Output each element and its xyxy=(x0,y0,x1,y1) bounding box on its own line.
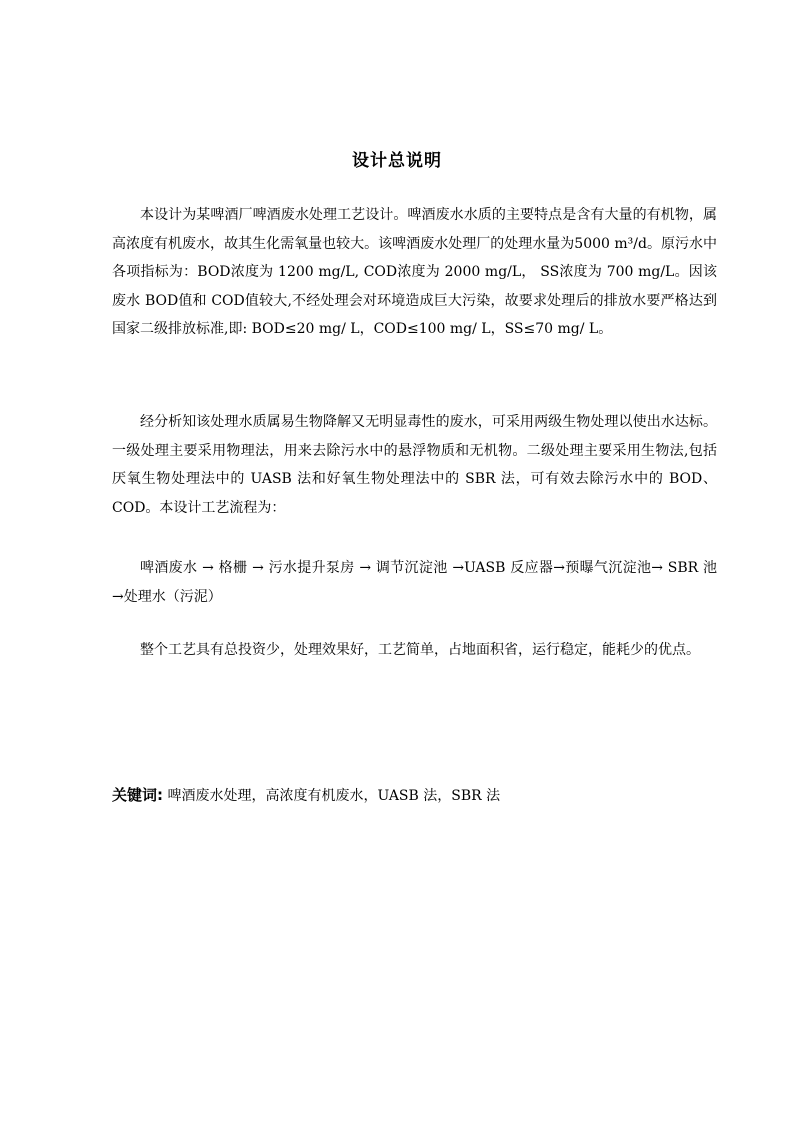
paragraph-design-overview: 本设计为某啤酒厂啤酒废水处理工艺设计。啤酒废水水质的主要特点是含有大量的有机物，属高浓度有机废水，故其生化需氧量也较大。该啤酒废水处理厂的处理水量为5000 m³/d。原污水中各项指标为：BOD浓度为 1200 mg/L, COD浓度为 2000 mg/L， SS浓度为 700 mg/L。因该废水 BOD值和 COD值较大,不经处理会对环境造成巨大污染，故要求处理后的排放水要严格达到国家二级排放标准,即: BOD≤20 mg/ L，COD≤100 mg/ L，SS≤70 mg/ L。 xyxy=(112,207,717,337)
paragraph-process-flow: 啤酒废水 → 格栅 → 污水提升泵房 → 调节沉淀池 →UASB 反应器→预曝气沉淀池→ SBR 池 →处理水（污泥） xyxy=(112,560,717,605)
keywords-text: 啤酒废水处理，高浓度有机废水，UASB 法，SBR 法 xyxy=(167,788,501,804)
keywords-label: 关键词: xyxy=(112,786,163,804)
paragraph-advantages: 整个工艺具有总投资少，处理效果好，工艺简单，占地面积省，运行稳定，能耗少的优点。 xyxy=(140,642,700,658)
keywords-line xyxy=(112,782,717,809)
page-title: 设计总说明 xyxy=(352,151,442,171)
paragraph-process-analysis: 经分析知该处理水质属易生物降解又无明显毒性的废水，可采用两级生物处理以使出水达标。一级处理主要采用物理法，用来去除污水中的悬浮物质和无机物。二级处理主要采用生物法,包括厌氧生物处理法中的 UASB 法和好氧生物处理法中的 SBR 法，可有效去除污水中的 BOD、COD。本设计工艺流程为： xyxy=(112,414,717,516)
